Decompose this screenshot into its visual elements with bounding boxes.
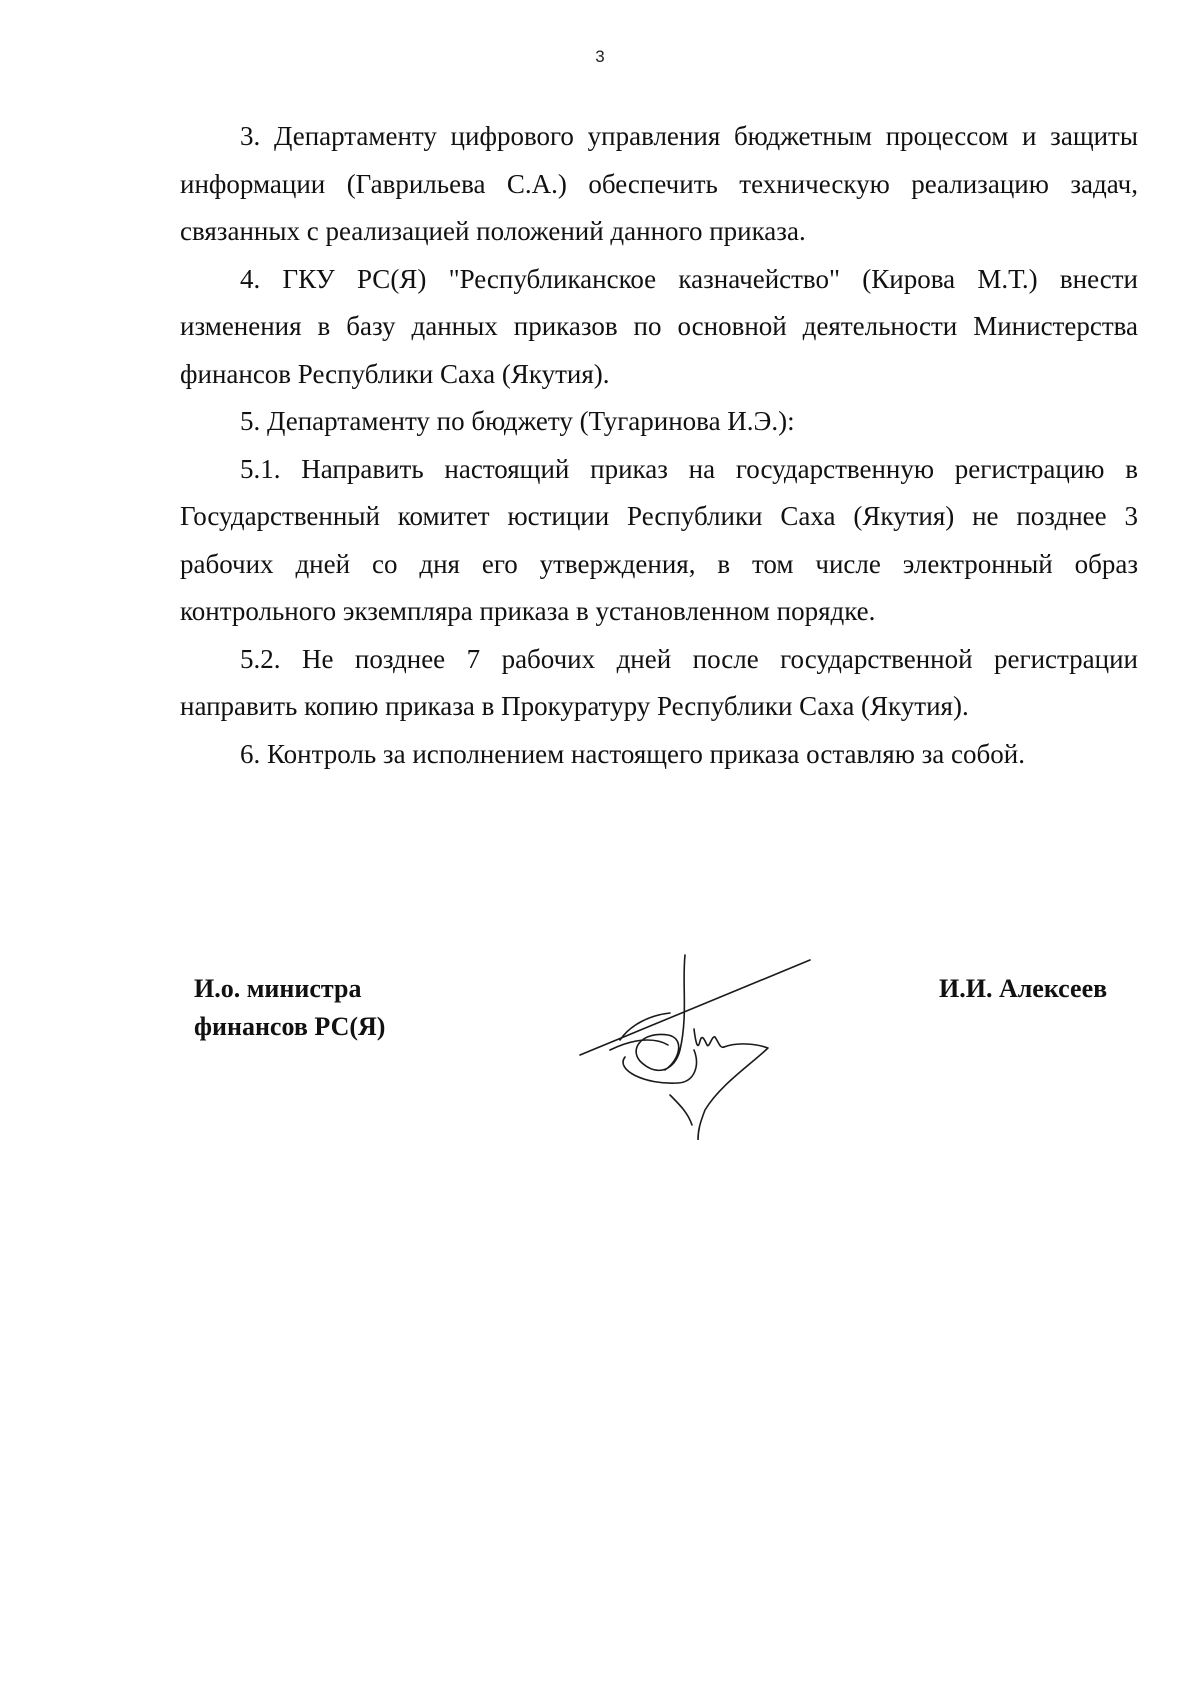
- signer-name: И.И. Алексеев: [939, 974, 1108, 1003]
- signer-title-line2: финансов РС(Я): [194, 1012, 386, 1041]
- paragraph-item-5: 5. Департаменту по бюджету (Тугаринова И.Э.):: [240, 406, 795, 436]
- signer-title: [194, 970, 385, 1046]
- page-number: 3: [595, 47, 605, 66]
- paragraph-item-3: 3. Департаменту цифрового управления бюджетным процессом и защиты информации (Гаврильева С.А.) обеспечить техническую реализацию задач, связанных с реализацией положений данного приказа.: [180, 121, 1138, 246]
- handwritten-signature: [570, 945, 830, 1140]
- signer-title-line1: И.о. министра: [194, 974, 362, 1003]
- paragraph-item-6: 6. Контроль за исполнением настоящего приказа оставляю за собой.: [240, 738, 1025, 769]
- document-body: [180, 113, 1138, 778]
- paragraph-item-5-1: 5.1. Направить настоящий приказ на государственную регистрацию в Государственный комитет юстиции Республики Саха (Якутия) не позднее 3 рабочих дней со дня его утверждения, в том числе электронный образ контрольного экземпляра приказа в установленном порядке.: [180, 453, 1138, 626]
- paragraph-item-4: 4. ГКУ РС(Я) "Республиканское казначейство" (Кирова М.Т.) внести изменения в базу данных приказов по основной деятельности Министерства финансов Республики Саха (Якутия).: [180, 263, 1138, 389]
- paragraph-item-5-2: 5.2. Не позднее 7 рабочих дней после государственной регистрации направить копию приказа в Прокуратуру Республики Саха (Якутия).: [180, 643, 1138, 721]
